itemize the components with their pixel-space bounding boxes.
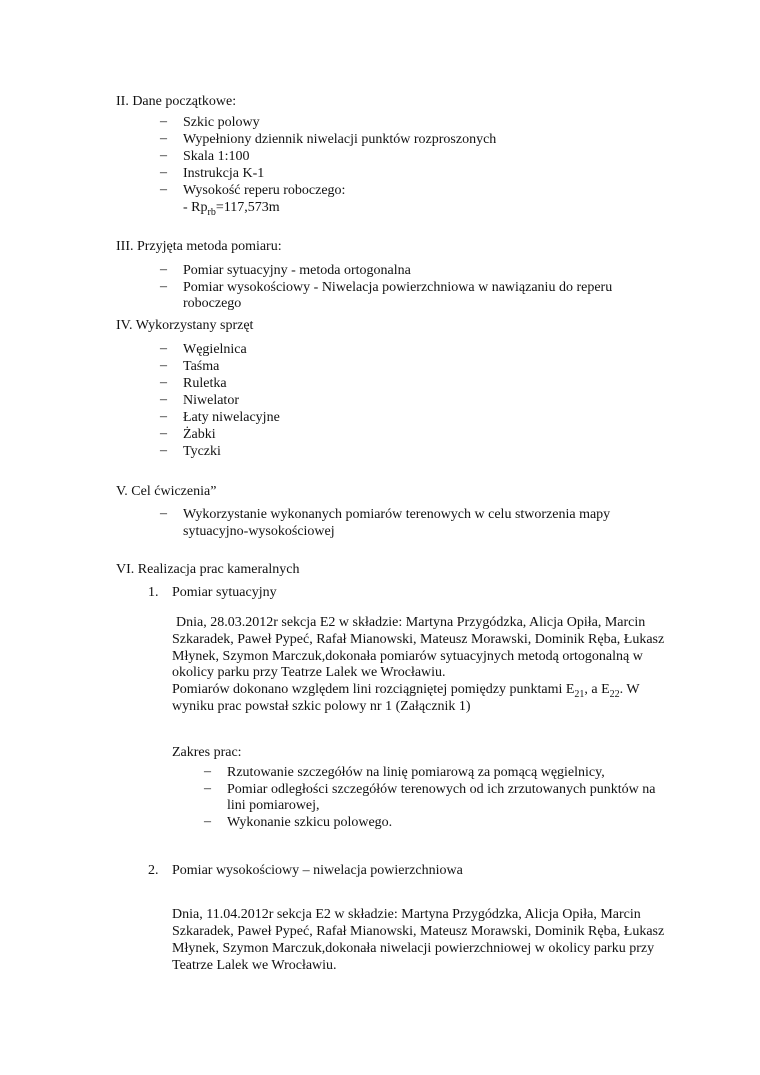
list-item: Żabki xyxy=(183,427,216,442)
text-run: . W xyxy=(619,682,640,697)
list-dash: – xyxy=(160,506,167,521)
list-item: Wykorzystanie wykonanych pomiarów terenowych w celu stworzenia mapy xyxy=(183,507,611,522)
paragraph-line: okolicy parku przy Teatrze Lalek we Wrocławiu. xyxy=(172,665,446,680)
paragraph-line: Szkaradek, Paweł Pypeć, Rafał Mianowski, Mateusz Morawski, Dominik Ręba, Łukasz xyxy=(172,924,665,939)
paragraph-line: Młynek, Szymon Marczuk,dokonała niwelacji powierzchniowej w okolicy parku przy xyxy=(172,941,655,956)
subscript: 21 xyxy=(574,688,585,700)
list-item: Szkic polowy xyxy=(183,115,260,130)
list-dash: – xyxy=(204,764,211,779)
list-dash: – xyxy=(160,341,167,356)
list-dash: – xyxy=(160,358,167,373)
list-item-continuation: roboczego xyxy=(183,296,242,311)
list-item: Pomiar odległości szczegółów terenowych od ich zrzutowanych punktów na xyxy=(227,782,656,797)
list-dash: – xyxy=(204,814,211,829)
list-dash: – xyxy=(204,781,211,796)
list-item: Pomiar wysokościowy - Niwelacja powierzchniowa w nawiązaniu do reperu xyxy=(183,280,613,295)
paragraph-line: wyniku prac powstał szkic polowy nr 1 (Załącznik 1) xyxy=(172,699,471,714)
list-item: Wypełniony dziennik niwelacji punktów rozproszonych xyxy=(183,132,497,147)
list-item: Skala 1:100 xyxy=(183,149,250,164)
list-item: Instrukcja K-1 xyxy=(183,166,265,181)
list-item: Węgielnica xyxy=(183,342,247,357)
subheading-pomiar-sytuacyjny: Pomiar sytuacyjny xyxy=(172,585,277,600)
list-item: Niwelator xyxy=(183,393,239,408)
paragraph-line: Dnia, 11.04.2012r sekcja E2 w składzie: Martyna Przygódzka, Alicja Opiła, Marcin xyxy=(172,907,641,922)
list-item: Pomiar sytuacyjny - metoda ortogonalna xyxy=(183,263,411,278)
list-dash: – xyxy=(160,279,167,294)
list-dash: – xyxy=(160,409,167,424)
list-item: Łaty niwelacyjne xyxy=(183,410,280,425)
list-dash: – xyxy=(160,182,167,197)
paragraph-line xyxy=(172,681,640,698)
list-number: 2. xyxy=(148,863,159,878)
subheading-pomiar-wysokosciowy: Pomiar wysokościowy – niwelacja powierzchniowa xyxy=(172,863,463,878)
list-item: Tyczki xyxy=(183,444,221,459)
list-number: 1. xyxy=(148,585,159,600)
text-run: Pomiarów dokonano względem lini rozciągniętej pomiędzy punktami E xyxy=(172,682,575,697)
subscript: 22 xyxy=(609,688,620,700)
list-item: Wysokość reperu roboczego: xyxy=(183,183,346,198)
list-dash: – xyxy=(160,262,167,277)
list-dash: – xyxy=(160,148,167,163)
reper-prefix: - Rp xyxy=(183,200,208,215)
list-dash: – xyxy=(160,165,167,180)
zakres-heading: Zakres prac: xyxy=(172,745,242,760)
list-dash: – xyxy=(160,114,167,129)
heading-cel-cwiczenia: V. Cel ćwiczenia” xyxy=(116,484,217,499)
heading-metoda-pomiaru: III. Przyjęta metoda pomiaru: xyxy=(116,239,282,254)
reper-number: =117,573m xyxy=(215,200,280,215)
list-item-continuation: sytuacyjno-wysokościowej xyxy=(183,524,335,539)
list-item: Taśma xyxy=(183,359,220,374)
list-item-continuation: lini pomiarowej, xyxy=(227,798,320,813)
list-dash: – xyxy=(160,426,167,441)
reper-value xyxy=(183,199,280,216)
paragraph-line: Teatrze Lalek we Wrocławiu. xyxy=(172,958,337,973)
list-item: Wykonanie szkicu polowego. xyxy=(227,815,393,830)
list-dash: – xyxy=(160,375,167,390)
list-dash: – xyxy=(160,443,167,458)
heading-sprzet: IV. Wykorzystany sprzęt xyxy=(116,318,254,333)
paragraph-line: Szkaradek, Paweł Pypeć, Rafał Mianowski, Mateusz Morawski, Dominik Ręba, Łukasz xyxy=(172,632,665,647)
list-item: Ruletka xyxy=(183,376,227,391)
paragraph-line: Dnia, 28.03.2012r sekcja E2 w składzie: Martyna Przygódzka, Alicja Opiła, Marcin xyxy=(176,615,646,630)
heading-realizacja: VI. Realizacja prac kameralnych xyxy=(116,562,300,577)
list-item: Rzutowanie szczegółów na linię pomiarową za pomącą węgielnicy, xyxy=(227,765,605,780)
text-run: , a E xyxy=(584,682,610,697)
list-dash: – xyxy=(160,131,167,146)
list-dash: – xyxy=(160,392,167,407)
paragraph-line: Młynek, Szymon Marczuk,dokonała pomiarów sytuacyjnych metodą ortogonalną w xyxy=(172,649,643,664)
heading-dane-poczatkowe: II. Dane początkowe: xyxy=(116,94,237,109)
reper-subscript: rb xyxy=(207,206,216,218)
